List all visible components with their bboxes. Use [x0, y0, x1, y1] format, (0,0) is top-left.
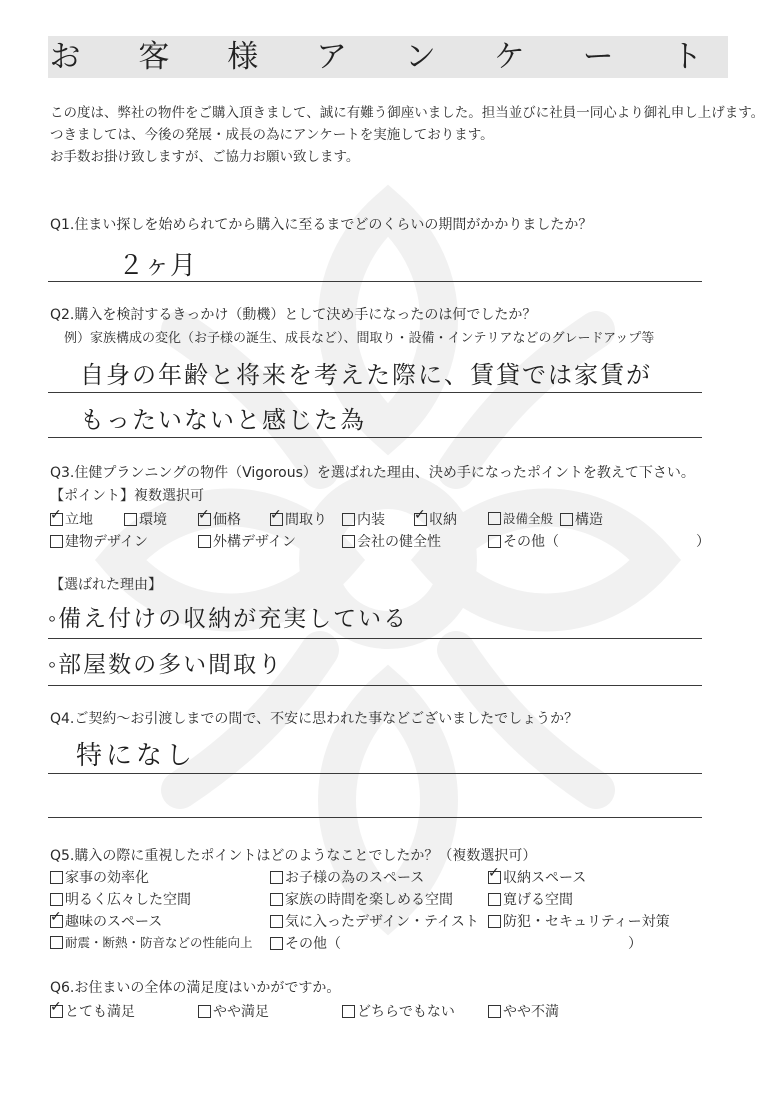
q3-option-environment[interactable]	[124, 509, 167, 529]
q3-points-label: 【ポイント】複数選択可	[50, 488, 204, 504]
q6-option-somewhat-satisfied[interactable]	[198, 1001, 269, 1021]
option-label: 内装	[357, 512, 385, 528]
q1-answer: ２ヶ月	[118, 251, 197, 281]
q5-option-storage-space[interactable]	[488, 867, 586, 887]
answer-line	[48, 817, 702, 818]
q5-option-performance[interactable]	[50, 933, 253, 951]
q3-reason-1: ◦備え付けの収納が充実している	[48, 606, 409, 632]
checkbox-checked-icon	[50, 513, 63, 526]
q3-option-interior[interactable]	[342, 509, 385, 529]
checkbox-icon	[270, 937, 283, 950]
checkbox-icon	[50, 535, 63, 548]
q5-option-family-time[interactable]	[270, 889, 453, 909]
checkbox-icon	[270, 893, 283, 906]
q5-option-design-taste[interactable]	[270, 911, 479, 931]
answer-line	[48, 685, 702, 686]
answer-line	[48, 281, 702, 282]
page-title: お 客 様 ア ン ケ ー ト	[49, 39, 727, 75]
checkbox-checked-icon	[488, 871, 501, 884]
option-label: 寛げる空間	[503, 892, 573, 908]
q3-option-floorplan[interactable]	[270, 509, 327, 529]
q2-answer-line-2: もったいないと感じた為	[80, 406, 366, 434]
q3-reasons-label: 【選ばれた理由】	[50, 577, 162, 593]
option-label: どちらでもない	[357, 1004, 455, 1020]
intro-line-2: つきましては、今後の発展・成長の為にアンケートを実施しております。	[50, 127, 494, 143]
q3-other-close-paren: ）	[696, 534, 710, 550]
checkbox-icon	[50, 936, 63, 949]
option-label: 環境	[139, 512, 167, 528]
option-label: やや不満	[503, 1004, 559, 1020]
option-label: 家族の時間を楽しめる空間	[285, 892, 453, 908]
intro-text	[50, 102, 764, 168]
checkbox-icon	[270, 871, 283, 884]
option-label: 間取り	[285, 512, 327, 528]
option-label: 気に入ったデザイン・テイスト	[285, 914, 479, 930]
q5-option-hobby-space[interactable]	[50, 911, 162, 931]
checkbox-icon	[270, 915, 283, 928]
option-label: 立地	[65, 512, 93, 528]
option-label: 収納	[429, 512, 457, 528]
q6-option-somewhat-dissatisfied[interactable]	[488, 1001, 559, 1021]
checkbox-icon	[50, 893, 63, 906]
answer-line	[48, 773, 702, 774]
option-label: 収納スペース	[503, 870, 587, 886]
option-label: やや満足	[213, 1004, 269, 1020]
option-label: その他（	[503, 534, 559, 550]
q3-option-equipment[interactable]	[488, 509, 553, 527]
checkbox-icon	[488, 535, 501, 548]
intro-line-3: お手数お掛け致しますが、ご協力お願い致します。	[50, 149, 360, 165]
checkbox-icon	[342, 535, 355, 548]
checkbox-icon	[488, 915, 501, 928]
checkbox-icon	[198, 535, 211, 548]
checkbox-checked-icon	[50, 1005, 63, 1018]
option-label: 会社の健全性	[357, 534, 441, 550]
option-label: 建物デザイン	[65, 534, 149, 550]
q2-example: 例）家族構成の変化（お子様の誕生、成長など）、間取り・設備・インテリアなどのグレードアップ等	[64, 331, 655, 346]
checkbox-checked-icon	[198, 513, 211, 526]
q5-option-housework[interactable]	[50, 867, 149, 887]
q5-option-security[interactable]	[488, 911, 670, 931]
q5-option-kids-space[interactable]	[270, 867, 424, 887]
checkbox-icon	[342, 513, 355, 526]
option-label: 明るく広々した空間	[65, 892, 191, 908]
checkbox-checked-icon	[414, 513, 427, 526]
checkbox-icon	[342, 1005, 355, 1018]
q3-option-building-design[interactable]	[50, 531, 148, 551]
option-label: 防犯・セキュリティー対策	[503, 914, 670, 930]
checkbox-icon	[560, 513, 573, 526]
q2-question: Q2.購入を検討するきっかけ（動機）として決め手になったのは何でしたか？	[50, 307, 537, 323]
q5-option-relax-space[interactable]	[488, 889, 573, 909]
option-label: 外構デザイン	[213, 534, 297, 550]
q5-question: Q5.購入の際に重視したポイントはどのようなことでしたか？（複数選択可）	[50, 848, 537, 864]
q3-option-storage[interactable]	[414, 509, 457, 529]
q3-option-exterior-design[interactable]	[198, 531, 296, 551]
answer-line	[48, 638, 702, 639]
q6-option-neutral[interactable]	[342, 1001, 455, 1021]
q5-option-bright-space[interactable]	[50, 889, 191, 909]
option-label: 価格	[213, 512, 241, 528]
q4-question: Q4.ご契約～お引渡しまでの間で、不安に思われた事などございましたでしょうか？	[50, 711, 579, 727]
answer-line	[48, 392, 702, 393]
q3-option-structure[interactable]	[560, 509, 603, 529]
checkbox-icon	[488, 512, 501, 525]
checkbox-icon	[488, 893, 501, 906]
q3-question: Q3.住健プランニングの物件（Vigorous）を選ばれた理由、決め手になったポイントを教えて下さい。	[50, 465, 695, 481]
answer-line	[48, 437, 702, 438]
q3-option-company-soundness[interactable]	[342, 531, 441, 551]
option-label: 構造	[575, 512, 603, 528]
option-label: その他（	[285, 936, 341, 952]
option-label: 家事の効率化	[65, 870, 149, 886]
q3-option-location[interactable]	[50, 509, 93, 529]
q3-reason-2: ◦部屋数の多い間取り	[48, 652, 284, 678]
q3-option-price[interactable]	[198, 509, 241, 529]
option-label: 設備全般	[503, 511, 554, 526]
option-label: お子様の為のスペース	[285, 870, 425, 886]
option-label: 耐震・断熱・防音などの性能向上	[65, 935, 253, 950]
option-label: とても満足	[65, 1004, 135, 1020]
option-label: 趣味のスペース	[65, 914, 163, 930]
q6-option-very-satisfied[interactable]	[50, 1001, 135, 1021]
q5-other-close-paren: ）	[628, 936, 642, 952]
checkbox-checked-icon	[270, 513, 283, 526]
q6-question: Q6.お住まいの全体の満足度はいかがですか。	[50, 980, 341, 996]
checkbox-checked-icon	[50, 915, 63, 928]
checkbox-icon	[124, 513, 137, 526]
checkbox-icon	[198, 1005, 211, 1018]
q1-question: Q1.住まい探しを始められてから購入に至るまでどのくらいの期間がかかりましたか？	[50, 217, 593, 233]
intro-line-1: この度は、弊社の物件をご購入頂きまして、誠に有難う御座いました。担当並びに社員一同心より御礼申し上げます。	[50, 105, 765, 121]
checkbox-icon	[488, 1005, 501, 1018]
q4-answer: 特になし	[76, 741, 197, 771]
q5-option-other[interactable]	[270, 933, 341, 953]
checkbox-icon	[50, 871, 63, 884]
q2-answer-line-1: 自身の年齢と将来を考えた際に、賃貸では家賃が	[80, 361, 652, 389]
q3-option-other[interactable]	[488, 531, 559, 551]
